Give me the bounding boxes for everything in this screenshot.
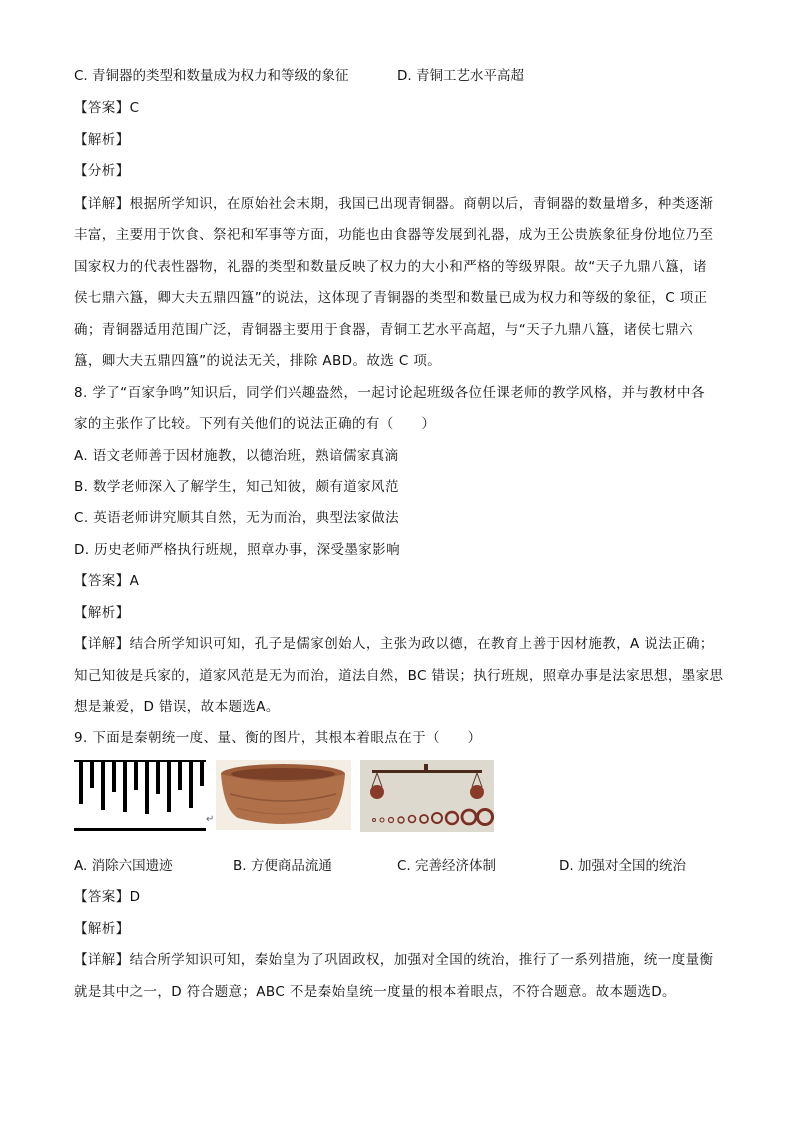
q7-detail-line: 丰富，主要用于饮食、祭祀和军事等方面，功能也由食器等发展到礼器，成为王公贵族象征身份地位乃至 xyxy=(74,227,714,243)
measuring-vessel-image xyxy=(216,760,351,830)
q9-option-c: C. 完善经济体制 xyxy=(397,858,497,874)
q8-stem-line: 家的主张作了比较。下列有关他们的说法正确的有（ ） xyxy=(74,416,436,432)
q8-option-c: C. 英语老师讲究顺其自然，无为而治，典型法家做法 xyxy=(74,510,400,526)
return-mark: ↵ xyxy=(206,814,215,825)
q9-detail-line: 【详解】结合所学知识可知，秦始皇为了巩固政权，加强对全国的统治，推行了一系列措施，统一度量衡 xyxy=(74,952,714,968)
ruler-image xyxy=(74,760,206,831)
q7-detail-line: 【详解】根据所学知识，在原始社会末期，我国已出现青铜器。商朝以后，青铜器的数量增多，种类逐渐 xyxy=(74,196,714,212)
q8-answer: 【答案】A xyxy=(74,573,140,589)
q9-stem: 9. 下面是秦朝统一度、量、衡的图片，其根本着眼点在于（ ） xyxy=(74,730,482,746)
balance-weights-image xyxy=(360,760,494,832)
q9-options xyxy=(74,856,754,876)
q8-analysis-label: 【解析】 xyxy=(74,605,130,621)
q9-option-a: A. 消除六国遗迹 xyxy=(74,858,173,874)
q8-detail-line: 想是兼爱，D 错误，故本题选A。 xyxy=(74,699,280,715)
q8-option-d: D. 历史老师严格执行班规，照章办事，深受墨家影响 xyxy=(74,542,400,558)
q7-detail-line: 簋，卿大夫五鼎四簋”的说法无关，排除 ABD。故选 C 项。 xyxy=(74,353,442,369)
q9-answer: 【答案】D xyxy=(74,889,141,905)
q9-option-d: D. 加强对全国的统治 xyxy=(559,858,686,874)
bowl-drawing xyxy=(216,760,351,830)
q8-detail-line: 知己知彼是兵家的，道家风范是无为而治，道法自然，BC 错误；执行班规，照章办事是法家思想，墨家思 xyxy=(74,668,724,684)
q9-option-b: B. 方便商品流通 xyxy=(233,858,332,874)
q7-fenxi-label: 【分析】 xyxy=(74,163,130,179)
q7-analysis-label: 【解析】 xyxy=(74,132,130,148)
q8-detail-line: 【详解】结合所学知识可知，孔子是儒家创始人，主张为政以德，在教育上善于因材施教，A 说法正确； xyxy=(74,636,714,652)
q7-options xyxy=(74,66,754,86)
q7-option-d: D. 青铜工艺水平高超 xyxy=(397,68,524,84)
q8-option-a: A. 语文老师善于因材施教，以德治班，熟谙儒家真滴 xyxy=(74,448,399,464)
q9-analysis-label: 【解析】 xyxy=(74,921,130,937)
balance-drawing xyxy=(360,760,494,832)
q7-detail-line: 确；青铜器适用范围广泛，青铜器主要用于食器，青铜工艺水平高超，与“天子九鼎八簋，诸侯七鼎六 xyxy=(74,322,693,338)
q8-stem-line: 8. 学了“百家争鸣”知识后，同学们兴趣盎然，一起讨论起班级各位任课老师的教学风格，并与教材中各 xyxy=(74,385,705,401)
q7-answer: 【答案】C xyxy=(74,100,140,116)
q7-option-c: C. 青铜器的类型和数量成为权力和等级的象征 xyxy=(74,68,349,84)
ruler-drawing xyxy=(74,762,206,828)
q7-detail-line: 侯七鼎六簋，卿大夫五鼎四簋”的说法，这体现了青铜器的类型和数量已成为权力和等级的象征，C 项正 xyxy=(74,290,708,306)
q8-option-b: B. 数学老师深入了解学生，知己知彼，颇有道家风范 xyxy=(74,479,399,495)
q9-detail-line: 就是其中之一，D 符合题意；ABC 不是秦始皇统一度量的根本着眼点，不符合题意。故本题选D。 xyxy=(74,984,676,1000)
q7-detail-line: 国家权力的代表性器物，礼器的类型和数量反映了权力的大小和严格的等级界限。故“天子九鼎八簋，诸 xyxy=(74,259,707,275)
